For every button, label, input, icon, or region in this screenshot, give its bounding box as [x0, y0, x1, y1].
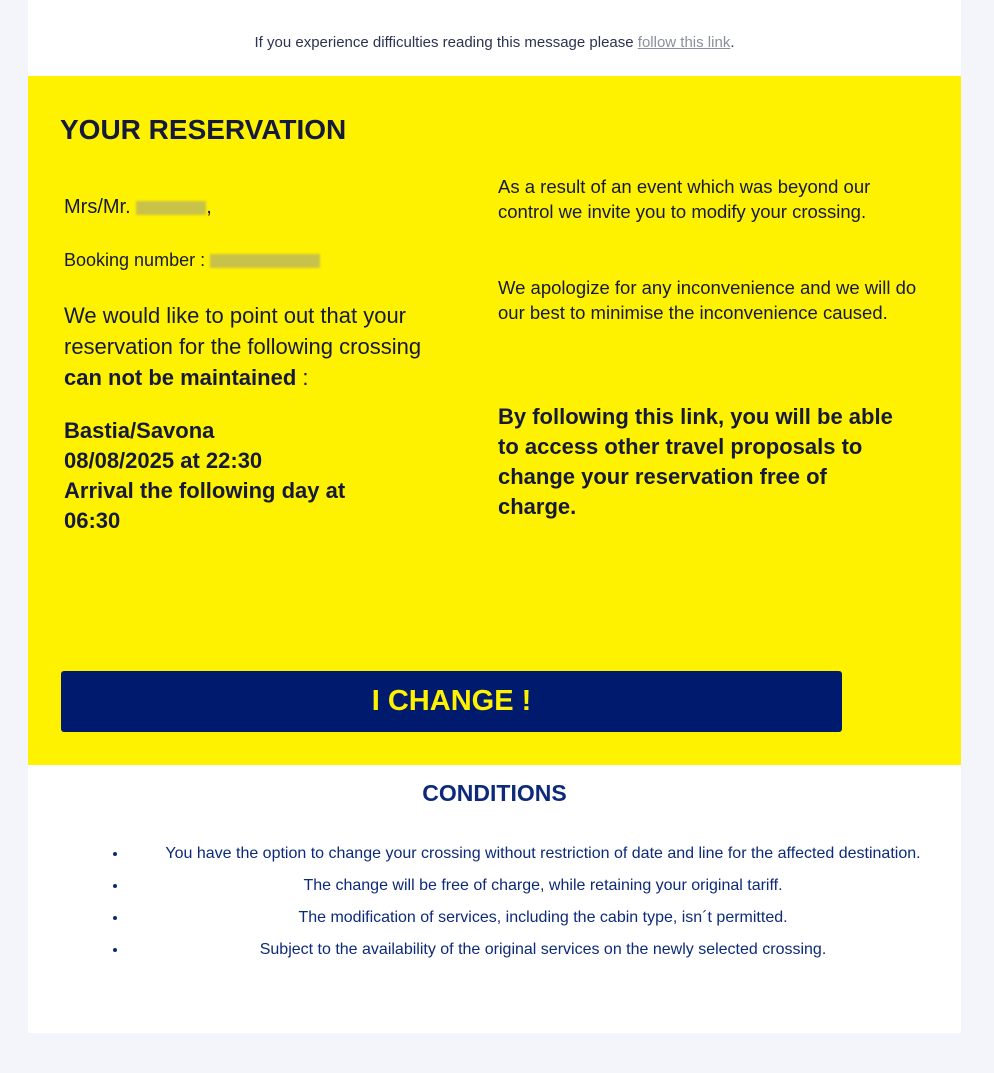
list-item: • You have the option to change your crossing without restriction of date and line for the affected destination.	[128, 838, 958, 870]
conditions-title: CONDITIONS	[422, 780, 567, 806]
link-paragraph: By following this link, you will be able to access other travel proposals to change your reservation free of charge.	[498, 404, 893, 519]
event-paragraph: As a result of an event which was beyond our control we invite you to modify your crossing.	[498, 176, 871, 222]
reservation-panel	[28, 76, 961, 765]
list-item: • The change will be free of charge, while retaining your original tariff.	[128, 870, 958, 902]
list-item: • The modification of services, including the cabin type, isn´t permitted.	[128, 902, 958, 934]
cancellation-notice: We would like to point out that your reservation for the following crossing can not be maintained :	[64, 303, 422, 390]
salutation: Mrs/Mr. ,	[64, 196, 212, 218]
conditions-list	[98, 838, 958, 966]
booking-number: Booking number :	[64, 250, 464, 271]
header-notice: If you experience difficulties reading this message please follow this link.	[254, 34, 735, 51]
follow-link[interactable]: follow this link	[637, 34, 731, 51]
redacted-name	[136, 201, 206, 215]
crossing-details: Bastia/Savona 08/08/2025 at 22:30 Arrival the following day at 06:30	[64, 418, 346, 533]
i-change-button[interactable]: I CHANGE !	[61, 671, 842, 732]
redacted-booking	[210, 254, 320, 268]
list-item: • Subject to the availability of the original services on the newly selected crossing.	[128, 934, 958, 966]
reservation-title: YOUR RESERVATION	[60, 114, 347, 145]
email-card	[28, 0, 961, 1033]
apology-paragraph: We apologize for any inconvenience and we will do our best to minimise the inconvenience caused.	[498, 277, 917, 323]
